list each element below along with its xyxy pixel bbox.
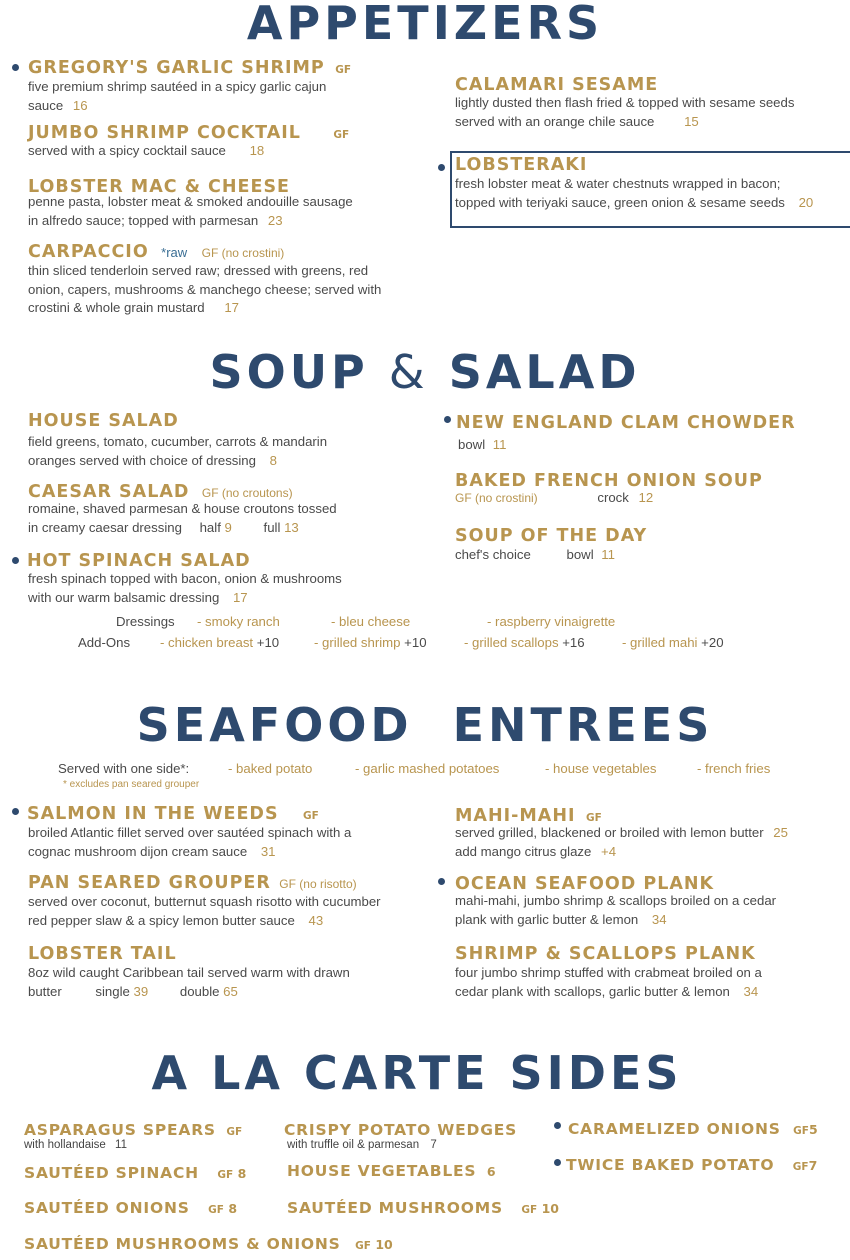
desc-line: with our warm balsamic dressing [28, 589, 220, 605]
heading-ampersand: & [388, 345, 429, 399]
addon-name: - grilled shrimp [314, 635, 401, 650]
desc-line: butter [28, 983, 62, 999]
item-name: BAKED FRENCH ONION SOUP [455, 471, 763, 491]
side-sub [287, 1138, 437, 1152]
desc-line: onion, capers, mushrooms & manchego cheese; served with [28, 281, 382, 297]
desc-line: broiled Atlantic fillet served over sautéed spinach with a [28, 825, 352, 840]
side-house-veg [287, 1162, 496, 1181]
item-description [28, 500, 337, 537]
dressing-option: - bleu cheese [331, 614, 411, 629]
gf-tag: GF [303, 810, 319, 822]
item-name: TWICE BAKED POTATO [566, 1156, 775, 1174]
item-name: HOUSE VEGETABLES [287, 1162, 477, 1180]
desc-line: four jumbo shrimp stuffed with crabmeat broiled on a [455, 965, 762, 980]
menu-item-soup-of-day [455, 526, 647, 546]
item-price: 15 [684, 113, 699, 129]
item-name: CAESAR SALAD [28, 482, 190, 502]
item-price: 8 [269, 452, 277, 468]
gf-tag: GF [333, 129, 350, 141]
gf-tag: GF [226, 1126, 243, 1138]
item-description [28, 570, 342, 607]
desc-line: romaine, shaved parmesan & house croutons tossed [28, 501, 337, 516]
menu-item-lobsteraki [455, 155, 587, 175]
side-onions [24, 1199, 237, 1218]
item-price: 18 [249, 143, 265, 158]
menu-item-calamari [455, 75, 658, 95]
item-price: 25 [773, 825, 788, 840]
addon-option [160, 634, 279, 653]
item-name: JUMBO SHRIMP COCKTAIL [28, 123, 301, 143]
item-description [455, 489, 653, 508]
side-mushrooms [287, 1199, 559, 1218]
menu-item-shrimp-scallops [455, 944, 756, 964]
item-description [455, 824, 788, 861]
item-price: 65 [223, 983, 238, 999]
desc-line: in alfredo sauce; topped with parmesan [28, 212, 259, 228]
desc-line: served over coconut, butternut squash risotto with cucumber [28, 894, 381, 909]
addon-name: - grilled scallops [464, 635, 559, 650]
sides-heading: A LA CARTE SIDES [151, 1046, 683, 1100]
menu-item-shrimp-cocktail [28, 123, 349, 143]
seafood-heading: SEAFOOD ENTREES [136, 698, 714, 752]
item-name: SAUTÉED MUSHROOMS & ONIONS [24, 1235, 341, 1253]
bullet-dot [12, 557, 19, 564]
item-price: 34 [743, 983, 759, 999]
addon-name: - chicken breast [160, 635, 254, 650]
desc-line: lightly dusted then flash fried & topped with sesame seeds [455, 95, 795, 110]
side-option: - french fries [697, 761, 771, 776]
item-price: 17 [232, 589, 248, 605]
item-description [28, 824, 351, 861]
dressing-option: - raspberry vinaigrette [487, 614, 616, 629]
desc-line: served with an orange chile sauce [455, 113, 655, 129]
bullet-dot [554, 1122, 561, 1129]
item-description [455, 546, 615, 565]
desc-line: in creamy caesar dressing [28, 519, 182, 535]
addon-price: +10 [256, 635, 280, 650]
item-name: CRISPY POTATO WEDGES [284, 1121, 518, 1139]
portion-label: single [95, 983, 130, 999]
item-price: 6 [486, 1164, 496, 1179]
item-name: SALMON IN THE WEEDS [27, 804, 279, 824]
item-name: NEW ENGLAND CLAM CHOWDER [456, 413, 796, 433]
gf-tag: GF [792, 1161, 809, 1173]
item-price: 10 [375, 1237, 393, 1252]
item-name: ASPARAGUS SPEARS [24, 1121, 216, 1139]
side-mushrooms-onions [24, 1235, 393, 1254]
item-price: 8 [237, 1166, 247, 1181]
desc-line: fresh lobster meat & water chestnuts wrapped in bacon; [455, 176, 781, 191]
addon-price: +20 [701, 635, 724, 650]
gf-tag: GF [585, 812, 602, 824]
bullet-dot [444, 416, 451, 423]
item-price: 12 [638, 490, 654, 505]
desc-line: served with a spicy cocktail sauce [28, 143, 226, 158]
served-with-label: Served with one side*: [58, 761, 190, 776]
item-price: 31 [260, 843, 276, 859]
desc-line: sauce [28, 97, 64, 113]
menu-item-seafood-plank [455, 874, 714, 894]
addon-name: - grilled mahi [622, 635, 698, 650]
gf-tag: GF [217, 1169, 234, 1181]
item-description [455, 175, 813, 212]
item-name: SAUTÉED MUSHROOMS [287, 1199, 503, 1217]
menu-item-french-onion [455, 471, 763, 491]
portion-label: bowl [566, 547, 594, 562]
desc-line: topped with teriyaki sauce, green onion & sesame seeds [455, 194, 785, 210]
addon-option [622, 634, 724, 653]
item-description [28, 893, 381, 930]
item-description [455, 892, 776, 929]
item-price: 13 [284, 519, 299, 535]
item-price: 8 [228, 1201, 238, 1216]
menu-item-garlic-shrimp [28, 58, 351, 78]
item-price: 10 [541, 1201, 560, 1216]
desc-line: fresh spinach topped with bacon, onion & mushrooms [28, 571, 342, 586]
desc-line: oranges served with choice of dressing [28, 452, 256, 468]
item-price: 20 [798, 194, 814, 210]
addon-price: +10 [404, 635, 427, 650]
item-name: LOBSTER MAC & CHEESE [28, 177, 291, 197]
bullet-dot [12, 64, 19, 71]
addon-option [464, 634, 585, 653]
menu-item-lobster-tail [28, 944, 177, 964]
side-caramelized [568, 1120, 818, 1139]
item-price: 5 [808, 1122, 818, 1137]
desc-line: five premium shrimp sautéed in a spicy garlic cajun [28, 79, 327, 94]
gf-tag: GF [521, 1204, 538, 1216]
heading-part: SALAD [448, 345, 641, 399]
side-option: - house vegetables [545, 761, 657, 776]
desc-line: cedar plank with scallops, garlic butter & lemon [455, 983, 730, 999]
desc-line: penne pasta, lobster meat & smoked andouille sausage [28, 194, 353, 209]
heading-part: SOUP [209, 345, 369, 399]
item-name: SAUTÉED SPINACH [24, 1164, 199, 1182]
item-price: 9 [224, 519, 232, 535]
gf-tag: GF [793, 1125, 809, 1137]
item-price: 23 [267, 212, 283, 228]
item-description [28, 433, 327, 470]
desc-line: chef's choice [455, 547, 531, 562]
item-name: CARAMELIZED ONIONS [568, 1120, 781, 1138]
side-option: - garlic mashed potatoes [355, 761, 500, 776]
item-price: 11 [601, 547, 615, 562]
gf-tag: GF (no croutons) [201, 486, 293, 500]
item-price: 39 [133, 983, 149, 999]
item-name: OCEAN SEAFOOD PLANK [455, 874, 715, 894]
desc-line: thin sliced tenderloin served raw; dressed with greens, red [28, 263, 369, 278]
portion-label: full [263, 519, 281, 535]
item-price: 11 [115, 1139, 127, 1151]
side-twice-baked [566, 1156, 817, 1175]
menu-item-mahi [455, 806, 602, 826]
menu-item-salmon [27, 804, 319, 824]
item-description [458, 436, 507, 455]
bullet-dot [554, 1159, 561, 1166]
item-description [28, 78, 326, 115]
item-name: LOBSTER TAIL [28, 944, 177, 964]
item-price: 7 [430, 1139, 437, 1151]
menu-item-carpaccio [28, 242, 284, 262]
item-description [28, 262, 381, 318]
item-name: HOUSE SALAD [28, 411, 179, 431]
addon-price: +4 [601, 843, 617, 859]
desc-line: plank with garlic butter & lemon [455, 911, 639, 927]
item-name: MAHI-MAHI [455, 806, 576, 826]
desc-line: with truffle oil & parmesan [287, 1139, 420, 1151]
addon-price: +16 [562, 635, 585, 650]
gf-tag: GF (no crostini) [455, 491, 538, 505]
menu-item-caesar [28, 482, 293, 502]
side-sub [24, 1138, 127, 1152]
item-price: 16 [72, 97, 88, 113]
portion-label: double [179, 983, 220, 999]
item-name: CALAMARI SESAME [455, 75, 659, 95]
desc-line: crostini & whole grain mustard [28, 300, 205, 315]
soup-salad-heading [0, 345, 850, 399]
item-price: 7 [808, 1158, 818, 1173]
item-name: SOUP OF THE DAY [455, 526, 648, 546]
item-name: SAUTÉED ONIONS [24, 1199, 190, 1217]
bullet-dot [438, 164, 445, 171]
desc-line: add mango citrus glaze [455, 843, 592, 859]
gf-tag: GF [355, 1240, 371, 1252]
portion-label: crock [597, 490, 629, 505]
item-description [455, 94, 794, 131]
item-description [28, 193, 353, 230]
item-name: PAN SEARED GROUPER [28, 873, 271, 893]
side-spinach [24, 1164, 246, 1183]
item-name: SHRIMP & SCALLOPS PLANK [455, 944, 756, 964]
desc-line: 8oz wild caught Caribbean tail served warm with drawn [28, 965, 350, 980]
item-price: 43 [308, 912, 324, 928]
gf-tag: GF [335, 64, 351, 76]
dressing-option: - smoky ranch [197, 614, 280, 629]
item-name: LOBSTERAKI [455, 155, 588, 175]
menu-item-grouper [28, 873, 357, 893]
gf-tag: GF (no crostini) [201, 246, 285, 260]
dressings-label: Dressings [116, 614, 175, 629]
item-name: GREGORY'S GARLIC SHRIMP [28, 58, 325, 78]
item-price: 11 [492, 437, 507, 452]
footnote: * excludes pan seared grouper [63, 779, 200, 790]
gf-tag: GF [208, 1204, 224, 1216]
portion-label: bowl [458, 437, 486, 452]
menu-item-clam-chowder [456, 413, 796, 433]
item-name: CARPACCIO [28, 242, 149, 262]
item-name: HOT SPINACH SALAD [27, 551, 251, 571]
item-description [28, 964, 350, 1001]
bullet-dot [12, 808, 19, 815]
item-price: 17 [224, 300, 239, 315]
portion-label: half [199, 519, 221, 535]
desc-line: with hollandaise [24, 1139, 106, 1151]
addon-option [314, 634, 427, 653]
addons-label: Add-Ons [78, 635, 131, 650]
desc-line: field greens, tomato, cucumber, carrots & mandarin [28, 434, 328, 449]
desc-line: red pepper slaw & a spicy lemon butter sauce [28, 912, 295, 928]
side-option: - baked potato [228, 761, 313, 776]
desc-line: mahi-mahi, jumbo shrimp & scallops broiled on a cedar [455, 893, 777, 908]
raw-note: *raw [161, 245, 188, 260]
menu-item-hot-spinach [27, 551, 251, 571]
appetizers-heading: APPETIZERS [246, 0, 604, 50]
bullet-dot [438, 878, 445, 885]
menu-item-house-salad [28, 411, 179, 431]
desc-line: served grilled, blackened or broiled with lemon butter [455, 825, 764, 840]
item-description [28, 142, 264, 161]
item-price: 34 [651, 911, 667, 927]
gf-tag: GF (no risotto) [279, 877, 357, 891]
desc-line: cognac mushroom dijon cream sauce [28, 843, 248, 859]
item-description [455, 964, 762, 1001]
